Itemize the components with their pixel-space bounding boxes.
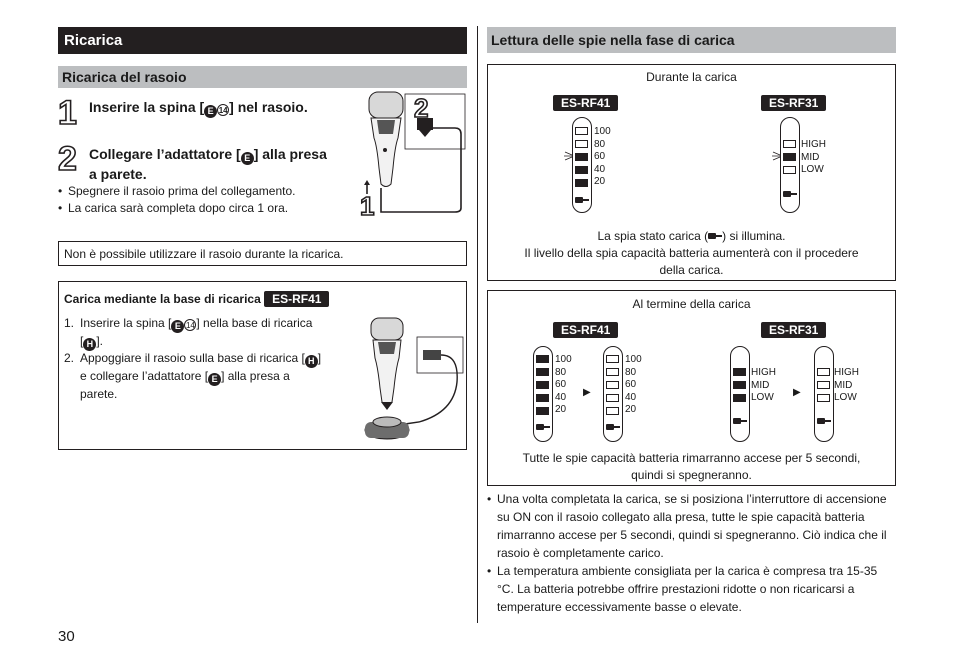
charging-stand-illustration: [359, 312, 465, 447]
section-title: Ricarica: [58, 27, 467, 54]
level-bar: [817, 381, 830, 389]
step-1-number: 1: [58, 94, 77, 132]
level-bar: [575, 140, 588, 148]
level-bar: [817, 368, 830, 376]
level-bar-lit: [733, 381, 746, 389]
level-bar-lit: [536, 394, 549, 402]
rf41-gauge-full: [533, 346, 553, 442]
level-bar-lit: [575, 153, 588, 161]
charge-plug-icon: [733, 417, 747, 425]
level-bar: [606, 381, 619, 389]
figure-label-1: 1: [360, 191, 375, 221]
during-title: Durante la carica: [646, 70, 737, 84]
rf41-battery-gauge: [572, 117, 592, 213]
stand-step-1: 1. Inserire la spina [ E 14 ] nella base di ricarica [ H ].: [64, 316, 313, 349]
model-badge-rf41: ES-RF41: [553, 95, 618, 111]
level-bar: [817, 394, 830, 402]
end-title: Al termine della carica: [632, 297, 751, 311]
part-e-icon: E: [241, 152, 254, 165]
model-badge-rf31: ES-RF31: [761, 322, 826, 338]
rf31-battery-gauge: [780, 117, 800, 213]
circled-number-icon: 14: [185, 321, 195, 330]
charge-plug-icon: [575, 196, 589, 204]
part-e-icon: E: [208, 373, 221, 386]
charge-plug-icon: [708, 232, 722, 240]
during-caption: La spia stato carica ( ) si illumina. Il livello della spia capacità batteria aumenterà con il procedere della carica.: [524, 229, 859, 277]
rf31-gauge-off: [814, 346, 834, 442]
rf31-levels: HIGH MID LOW: [834, 367, 859, 403]
column-divider: [477, 26, 478, 623]
warning-box: Non è possibile utilizzare il rasoio durante la ricarica.: [58, 241, 467, 266]
during-charge-box: [487, 64, 896, 281]
level-bar-lit: [536, 381, 549, 389]
part-h-icon: H: [83, 338, 96, 351]
figure-label-2: 2: [414, 93, 429, 123]
page-number: 30: [58, 628, 75, 645]
charge-plug-icon: [817, 417, 831, 425]
right-section-title: Lettura delle spie nella fase di carica: [487, 27, 896, 53]
charging-stand-box: [58, 281, 467, 450]
level-bar-lit: [536, 355, 549, 363]
level-bar-lit: [733, 368, 746, 376]
level-bar-lit: [733, 394, 746, 402]
level-bar-lit: [783, 153, 796, 161]
bullet-item: • La temperatura ambiente consigliata per la carica è compresa tra 15-35 °C. La batteria potrebbe offrire prestazioni ridotte o non ricaricarsi a temperature eccessivamente basse o elevate.: [487, 562, 887, 616]
part-e-icon: E: [171, 320, 184, 333]
rf31-levels: HIGH MID LOW: [751, 367, 776, 403]
level-bar: [606, 355, 619, 363]
rf31-gauge-full: [730, 346, 750, 442]
charging-stand-title: Carica mediante la base di ricarica ES-RF41: [64, 291, 329, 307]
bullet-item: • Una volta completata la carica, se si posiziona l’interruttore di accensione su ON con il rasoio collegato alla presa, tutte le spie capacità batteria rimarranno accese per 5 secondi, quindi si spegneranno. Ciò indica che il rasoio è completamente carico.: [487, 490, 887, 562]
rf41-levels: 100 80 60 40 20: [555, 354, 572, 415]
rf31-levels: HIGH MID LOW: [801, 139, 826, 175]
level-bar: [783, 166, 796, 174]
note-item: • Spegnere il rasoio prima del collegamento.: [58, 183, 358, 200]
model-badge-rf31: ES-RF31: [761, 95, 826, 111]
subsection-title: Ricarica del rasoio: [58, 66, 467, 88]
level-bar-lit: [536, 368, 549, 376]
rf41-levels: 100 80 60 40 20: [625, 354, 642, 415]
charge-plug-icon: [606, 423, 620, 431]
arrow-right-icon: ▶: [793, 387, 801, 398]
charge-plug-icon: [536, 423, 550, 431]
part-h-icon: H: [305, 355, 318, 368]
level-bar: [606, 368, 619, 376]
rf41-gauge-off: [603, 346, 623, 442]
note-item: • La carica sarà completa dopo circa 1 ora.: [58, 200, 358, 217]
arrow-right-icon: ▶: [583, 387, 591, 398]
stand-step-2: 2. Appoggiare il rasoio sulla base di ricarica [ H ] e collegare l’adattatore [ E ] alla presa a parete.: [64, 351, 322, 401]
level-bar-lit: [575, 179, 588, 187]
level-bar-lit: [575, 166, 588, 174]
level-bar: [606, 407, 619, 415]
blink-rays-icon: [772, 149, 782, 167]
level-bar: [606, 394, 619, 402]
end-caption: Tutte le spie capacità batteria rimarranno accese per 5 secondi, quindi si spegneranno.: [522, 451, 861, 482]
step-2-number: 2: [58, 140, 77, 178]
charging-notes: [58, 183, 358, 217]
step-2-text: Collegare l’adattatore [ E ] alla presa a parete.: [89, 146, 327, 182]
part-e-icon: E: [204, 105, 217, 118]
model-badge: ES-RF41: [264, 291, 329, 307]
level-bar: [575, 127, 588, 135]
charge-plug-icon: [783, 190, 797, 198]
blink-rays-icon: [564, 149, 574, 167]
step-1-text: Inserire la spina [ E 14 ] nel rasoio.: [89, 99, 308, 116]
rf41-levels: 100 80 60 40 20: [594, 126, 611, 187]
end-charge-box: [487, 290, 896, 486]
info-bullets: [487, 490, 887, 616]
circled-number-icon: 14: [218, 106, 228, 115]
level-bar-lit: [536, 407, 549, 415]
model-badge-rf41: ES-RF41: [553, 322, 618, 338]
level-bar: [783, 140, 796, 148]
